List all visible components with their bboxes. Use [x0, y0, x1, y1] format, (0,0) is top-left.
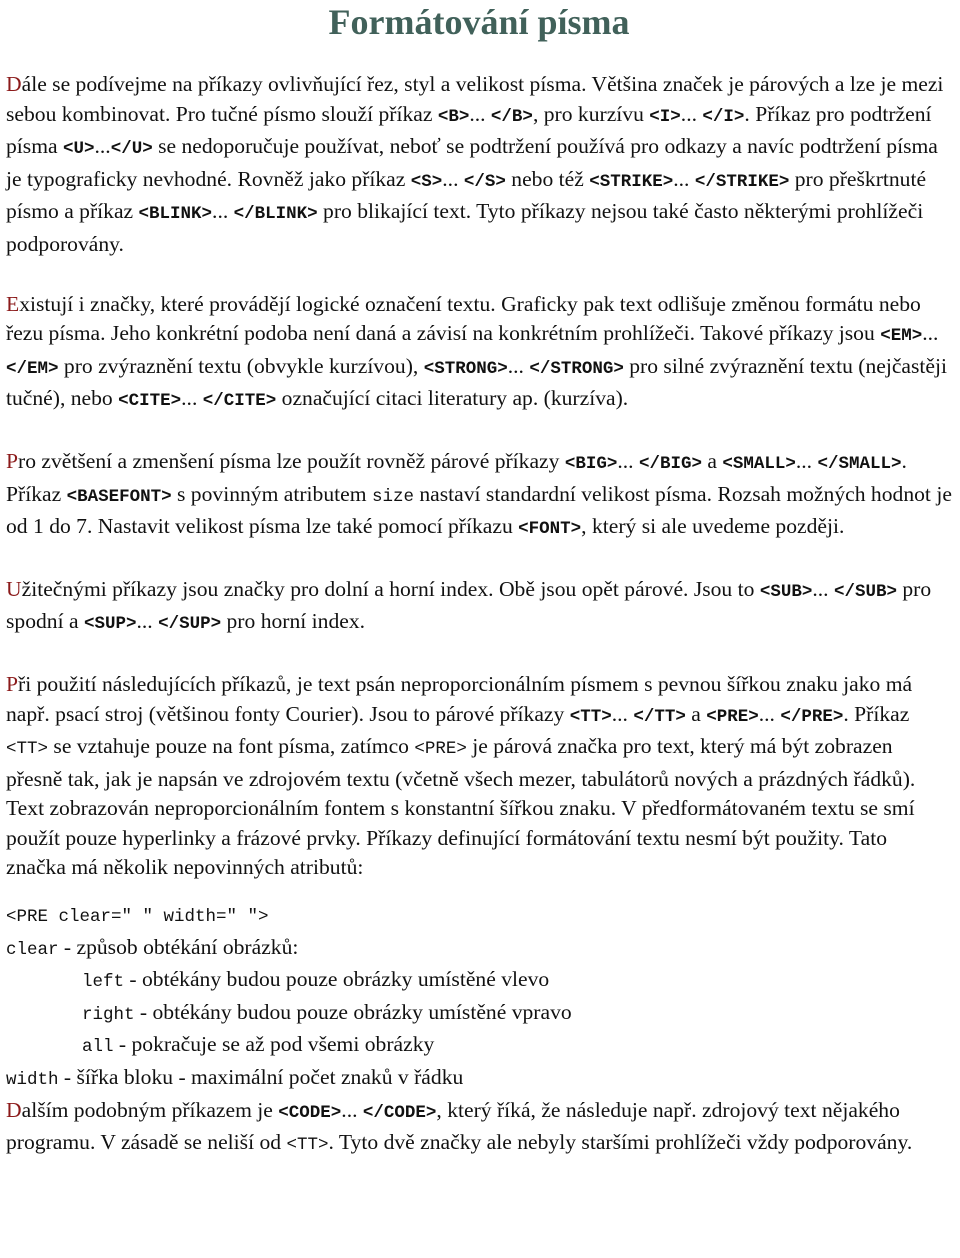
tag-code: <TT> [286, 1135, 329, 1156]
tag-code: </B> [490, 106, 533, 127]
tag-code: </STRIKE> [694, 171, 790, 192]
text-run: nebo též [505, 166, 590, 191]
tag-code: <STRIKE> [589, 171, 674, 192]
attribute-code: right [82, 1004, 135, 1025]
tag-code: <STRONG> [423, 358, 508, 379]
tag-code: </BLINK> [233, 204, 318, 225]
text-run: alším podobným příkazem je [21, 1097, 279, 1122]
attribute-code: left [82, 972, 125, 993]
initial-letter: U [6, 576, 22, 601]
attribute-description: - obtékány budou pouze obrázky umístěné vlevo [124, 967, 550, 992]
text-run: . Příkaz [843, 701, 910, 726]
attribute-line-clear [6, 933, 952, 966]
text-run: ... [507, 353, 530, 378]
paragraph-code-tag [6, 1096, 952, 1161]
text-run: ... [812, 576, 834, 601]
text-run: ... [795, 448, 818, 473]
tag-code: <TT> [569, 706, 612, 727]
tag-code: <TT> [6, 739, 49, 760]
text-run: nastaví standardní velikost písma. Rozsah možných hodnot je od 1 do 7. Nastavit velikost písma lze také pomocí příkazu [6, 481, 952, 539]
text-run: xistují i značky, které provádějí logické označení textu. Graficky pak text odlišuje změnou formátu nebo řezu písma. Jeho konkrétní podoba není daná a závisí na konkrétním prohlížeči. Takové příkazy jsou [6, 291, 921, 346]
tag-code: </SUP> [158, 614, 222, 635]
paragraph-font-style [6, 70, 952, 260]
text-run: ále se podívejme na příkazy ovlivňující řez, styl a velikost písma. Většina značek je párových a lze je mezi sebou kombinovat. Pro tučné písmo slouží příkaz [6, 72, 944, 126]
tag-code: <PRE> [706, 706, 759, 727]
tag-code: </SUB> [833, 581, 897, 602]
tag-code: </SMALL> [817, 453, 902, 474]
attribute-description: - pokračuje se až pod všemi obrázky [113, 1032, 435, 1057]
initial-letter: D [6, 1097, 22, 1122]
text-run: ... [673, 166, 695, 191]
tag-code: <EM> [880, 326, 923, 347]
paragraph-logical-tags [6, 290, 952, 417]
tag-code: <SMALL> [722, 453, 796, 474]
text-run: ... [617, 448, 639, 473]
tag-code: </TT> [633, 706, 686, 727]
text-run: pro blikající text. Tyto příkazy nejsou také často některými prohlížeči podporovány. [6, 199, 924, 256]
attribute-code: width [6, 1070, 59, 1091]
attribute-line-left [6, 965, 952, 998]
text-run: je párová značka pro text, který má být zobrazen přesně tak, jak je napsán ve zdrojovém textu (včetně všech mezer, tabulátorů nových a prázdných řádků). Text zobrazován neproporcionálním fontem s konstantní šířkou znaku. V předformátovaném textu se smí použít pouze hyperlinky a frázové prvky. Příkazy definující formátování textu nesmí být použity. Tato značka má několik nepovinných atributů: [6, 734, 916, 880]
tag-code: </STRONG> [529, 358, 624, 379]
attribute-description: - šířka bloku - maximální počet znaků v řádku [58, 1065, 464, 1090]
text-run: a [685, 701, 707, 726]
text-run: ro zvětšení a zmenšení písma lze použít rovněž párové příkazy [18, 448, 565, 473]
text-run: ... [680, 101, 703, 126]
paragraph-index [6, 575, 952, 640]
attribute-code: size [371, 486, 414, 507]
tag-code: <I> [649, 106, 681, 127]
attribute-line-width [6, 1063, 952, 1096]
text-run: . Příkaz [6, 448, 907, 506]
text-run: ... [212, 199, 234, 224]
text-run: se nedoporučuje používat, neboť se podtržení používá pro odkazy a navíc podtržení písma je typograficky nevhodné. Rovněž jako příkaz [6, 134, 938, 191]
tag-code: </PRE> [780, 706, 844, 727]
text-run: ... [758, 701, 781, 726]
tag-code: </CODE> [362, 1102, 437, 1123]
tag-code: <SUB> [759, 581, 813, 602]
tag-code: <CODE> [278, 1102, 342, 1123]
tag-code: </U> [110, 139, 153, 160]
text-run: ... [136, 609, 159, 634]
attribute-line-right [6, 998, 952, 1031]
tag-code: </CITE> [202, 391, 277, 412]
tag-code: <S> [410, 171, 443, 192]
text-run: . Tyto dvě značky ale nebyly staršími prohlížeči vždy podporovány. [328, 1130, 913, 1155]
page-title: Formátování písma [328, 2, 630, 42]
text-run: pro zvýraznění textu (obvykle kurzívou), [58, 353, 424, 378]
attribute-code: all [82, 1037, 114, 1058]
tag-code: <U> [62, 139, 95, 160]
text-run: žitečnými příkazy jsou značky pro dolní a horní index. Obě jsou opět párové. Jsou to [21, 576, 760, 601]
text-run: , pro kurzívu [532, 101, 650, 126]
attribute-description: - obtékány budou pouze obrázky umístěné vpravo [134, 999, 572, 1024]
initial-letter: P [6, 671, 19, 696]
text-run: , který si ale uvedeme později. [581, 514, 845, 539]
text-run: ... [442, 166, 464, 191]
text-run: ... [181, 386, 203, 411]
pre-syntax-line: <PRE clear=" " width=" "> [6, 907, 269, 928]
tag-code: <CITE> [118, 391, 182, 412]
tag-code: </I> [702, 106, 745, 127]
tag-code: <FONT> [518, 519, 582, 540]
text-run: označující citaci literatury ap. (kurzíva). [276, 386, 629, 411]
tag-code: </S> [463, 171, 506, 192]
text-run: . Příkaz pro podtržení písma [6, 101, 932, 159]
text-run: ... [469, 101, 491, 126]
text-run: ... [94, 134, 111, 159]
text-run: pro silné zvýraznění textu (nejčastěji tučné), nebo [6, 353, 948, 411]
attribute-code: clear [6, 939, 59, 960]
text-run: ... [611, 701, 634, 726]
text-run: a [701, 448, 723, 473]
text-run: ... [341, 1097, 363, 1122]
tag-code: </EM> [6, 358, 59, 379]
paragraph-monospace [6, 670, 952, 883]
text-run: ři použití následujících příkazů, je text psán neproporcionálním písmem s pevnou šířkou znaku jako má např. psací stroj (většinou fonty Courier). Jsou to párové příkazy [6, 671, 913, 726]
text-run: pro horní index. [221, 609, 366, 634]
initial-letter: D [6, 72, 22, 96]
tag-code: <B> [437, 106, 470, 127]
text-run: ... [922, 321, 939, 346]
text-run: se vztahuje pouze na font písma, zatímco [48, 734, 415, 759]
attribute-line-all [6, 1030, 952, 1063]
paragraph-font-size [6, 447, 952, 545]
text-run: s povinným atributem [171, 481, 372, 506]
text-run: pro spodní a [6, 576, 932, 634]
tag-code: </BIG> [638, 453, 702, 474]
text-run: , který říká, že následuje např. zdrojový text nějakého programu. V zásadě se neliší od [6, 1097, 900, 1155]
tag-code: <PRE> [414, 739, 467, 760]
tag-code: <BASEFONT> [66, 486, 172, 507]
initial-letter: P [6, 448, 19, 473]
initial-letter: E [6, 291, 20, 316]
attribute-description: - způsob obtékání obrázků: [58, 934, 299, 959]
text-run: pro přeškrtnuté písmo a příkaz [6, 166, 927, 224]
tag-code: <SUP> [83, 614, 137, 635]
tag-code: <BIG> [564, 453, 618, 474]
tag-code: <BLINK> [138, 204, 213, 225]
